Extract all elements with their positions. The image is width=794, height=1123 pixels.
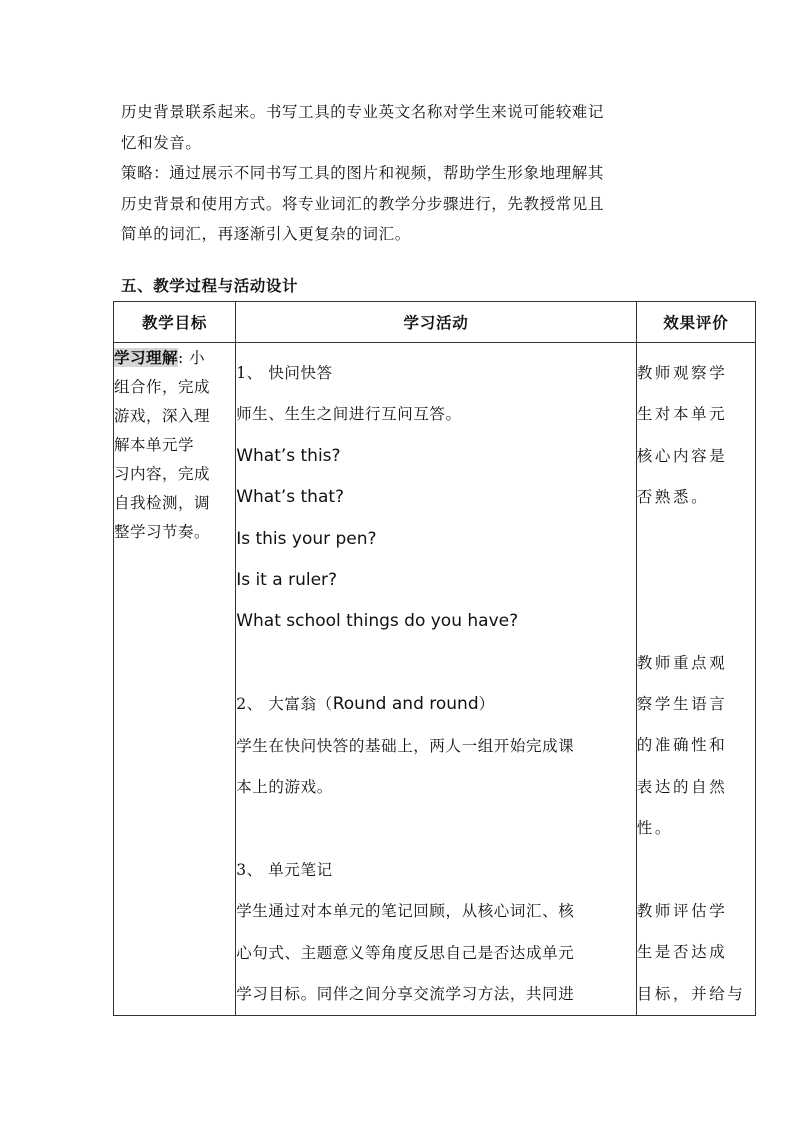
goal-line: : 小 [178,349,206,367]
intro-line: 历史背景和使用方式。将专业词汇的教学分步骤进行，先教授常见且 [121,194,605,213]
activity-2-title-en: Round and round [332,694,479,715]
intro-line: 简单的词汇，再逐渐引入更复杂的词汇。 [121,225,411,243]
evaluation-list [637,343,755,1015]
activity-2-desc: 本上的游戏。 [236,778,333,797]
goal-cell [114,343,236,1016]
activity-3-title: 3、 单元笔记 [236,860,333,879]
evaluation-line: 表达的自然 [636,777,728,796]
header-learning-activity: 学习活动 [236,302,637,343]
goal-line: 组合作，完成 [114,378,211,396]
goal-line: 自我检测，调 [114,494,211,512]
header-evaluation: 效果评价 [636,302,755,343]
question-line: Is this your pen? [236,528,377,549]
evaluation-line: 教师重点观 [636,653,728,672]
evaluation-line: 性。 [636,819,673,838]
spacer [637,850,755,891]
evaluation-line: 生对本单元 [636,405,728,424]
section-heading: 五、教学过程与活动设计 [121,276,299,295]
intro-line: 忆和发音。 [121,133,202,152]
activity-3-desc: 心句式、主题意义等角度反思自己是否达成单元 [236,943,575,962]
evaluation-line: 否熟悉。 [636,488,710,507]
intro-line: 策略：通过展示不同书写工具的图片和视频，帮助学生形象地理解其 [121,164,605,182]
activity-3-desc: 学生通过对本单元的笔记回顾，从核心词汇、核 [236,902,575,921]
spacer [236,643,636,684]
activity-2-title-cn: 2、 大富翁（ [236,695,333,714]
goal-line: 解本单元学 [114,436,195,454]
question-line: What school things do you have? [236,611,519,632]
evaluation-line: 目标，并给与 [636,984,746,1003]
activity-2-title-end: ） [478,695,495,714]
goal-highlight: 学习理解 [114,348,179,367]
evaluation-line: 核心内容是 [636,446,728,465]
evaluation-line: 教师观察学 [636,364,728,382]
spacer [637,519,755,643]
activity-3-desc: 学习目标。同伴之间分享交流学习方法，共同进 [236,985,575,1004]
goal-line: 习内容，完成 [114,465,211,483]
question-line: What’s this? [236,445,341,466]
spacer [236,808,636,849]
table-header-row [114,302,756,343]
activity-cell [236,343,637,1016]
activity-2-desc: 学生在快问快答的基础上，两人一组开始完成课 [236,736,575,755]
activity-list [236,343,636,1015]
evaluation-line: 的准确性和 [636,736,728,755]
question-line: What’s that? [236,487,345,508]
question-line: Is it a ruler? [236,570,338,591]
evaluation-line: 察学生语言 [636,695,728,714]
intro-paragraph [121,97,691,250]
goal-text [114,343,235,547]
header-teaching-goal: 教学目标 [114,302,236,343]
evaluation-cell [636,343,755,1016]
table-row [114,343,756,1016]
evaluation-line: 生是否达成 [636,943,728,962]
activity-1-desc: 师生、生生之间进行互问互答。 [236,405,462,424]
activity-2-title [236,684,636,725]
activity-1-title: 1、 快问快答 [236,364,333,382]
lesson-design-table [113,301,756,1016]
goal-line: 游戏，深入理 [114,407,211,425]
goal-line: 整学习节奏。 [114,523,211,541]
evaluation-line: 教师评估学 [636,902,728,921]
intro-line: 历史背景联系起来。书写工具的专业英文名称对学生来说可能较难记 [121,103,605,121]
